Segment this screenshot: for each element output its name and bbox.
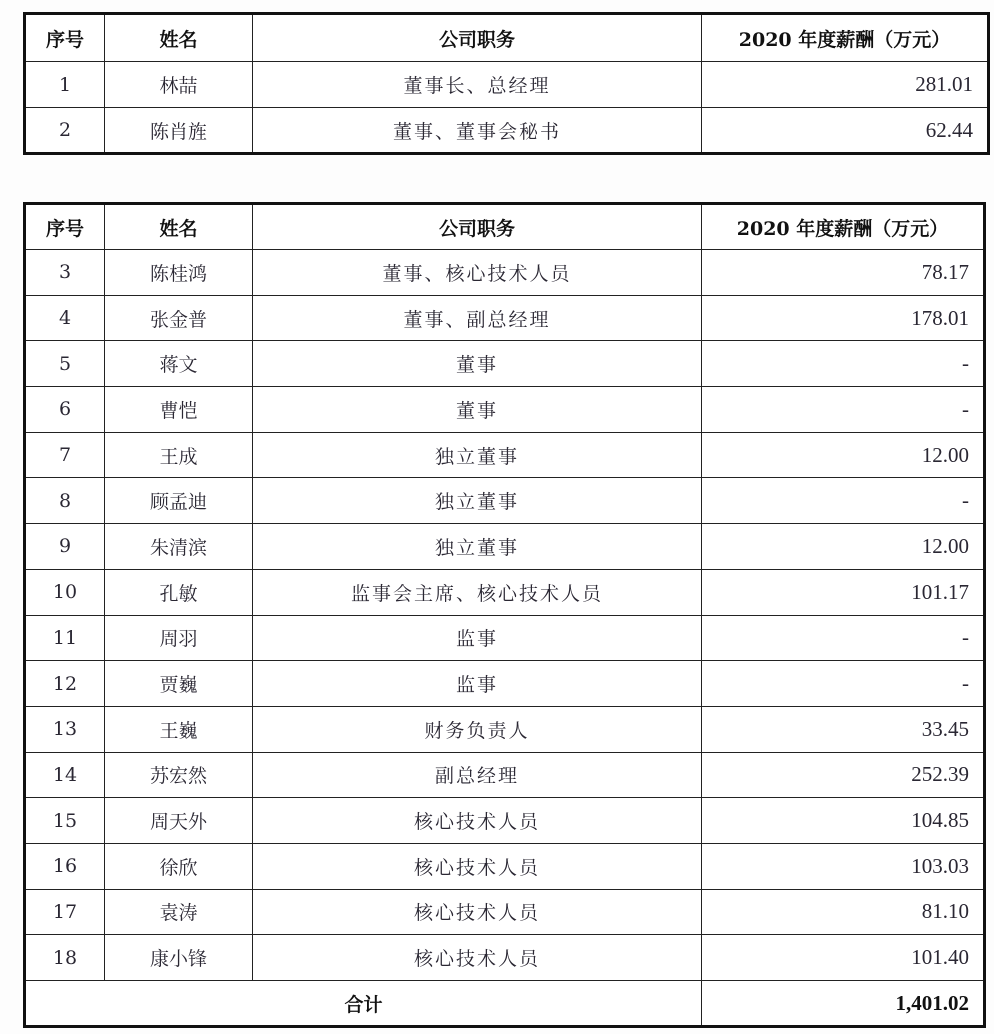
cell-name: 王巍 [105, 706, 253, 752]
cell-no: 3 [25, 250, 105, 296]
cell-no: 16 [25, 843, 105, 889]
cell-name: 贾巍 [105, 661, 253, 707]
cell-salary: 178.01 [702, 295, 985, 341]
cell-salary: 101.17 [702, 569, 985, 615]
cell-salary: - [702, 341, 985, 387]
cell-name: 朱清滨 [105, 524, 253, 570]
cell-no: 2 [25, 108, 105, 154]
cell-name: 周天外 [105, 798, 253, 844]
cell-name: 曹恺 [105, 387, 253, 433]
cell-salary: - [702, 661, 985, 707]
cell-salary: 104.85 [702, 798, 985, 844]
total-row [25, 981, 985, 1027]
table-row [25, 752, 985, 798]
header-position: 公司职务 [253, 204, 702, 250]
cell-no: 17 [25, 889, 105, 935]
table-row [25, 387, 985, 433]
table-row [25, 295, 985, 341]
table-row [25, 478, 985, 524]
cell-position: 董事、董事会秘书 [253, 108, 702, 154]
cell-salary: 101.40 [702, 935, 985, 981]
cell-position: 核心技术人员 [253, 935, 702, 981]
cell-no: 18 [25, 935, 105, 981]
table-row [25, 569, 985, 615]
table-row [25, 250, 985, 296]
cell-salary: 103.03 [702, 843, 985, 889]
table-row [25, 661, 985, 707]
cell-no: 12 [25, 661, 105, 707]
cell-name: 顾孟迪 [105, 478, 253, 524]
cell-name: 蒋文 [105, 341, 253, 387]
cell-no: 9 [25, 524, 105, 570]
cell-position: 董事、副总经理 [253, 295, 702, 341]
cell-no: 13 [25, 706, 105, 752]
cell-name: 张金普 [105, 295, 253, 341]
table-row [25, 341, 985, 387]
cell-no: 6 [25, 387, 105, 433]
cell-salary: 81.10 [702, 889, 985, 935]
table-row [25, 108, 989, 154]
header-name: 姓名 [105, 14, 253, 62]
cell-name: 林喆 [105, 62, 253, 108]
table-row [25, 432, 985, 478]
header-salary: 2020 年度薪酬（万元） [702, 204, 985, 250]
cell-salary: - [702, 615, 985, 661]
table-row [25, 889, 985, 935]
cell-position: 核心技术人员 [253, 798, 702, 844]
cell-position: 财务负责人 [253, 706, 702, 752]
cell-salary: 252.39 [702, 752, 985, 798]
table-header-row [25, 204, 985, 250]
table-header-row [25, 14, 989, 62]
table-row [25, 843, 985, 889]
cell-position: 核心技术人员 [253, 843, 702, 889]
cell-position: 副总经理 [253, 752, 702, 798]
cell-position: 独立董事 [253, 432, 702, 478]
cell-position: 独立董事 [253, 478, 702, 524]
cell-name: 陈肖旌 [105, 108, 253, 154]
cell-no: 14 [25, 752, 105, 798]
cell-position: 独立董事 [253, 524, 702, 570]
cell-position: 监事 [253, 661, 702, 707]
table-row [25, 706, 985, 752]
cell-name: 苏宏然 [105, 752, 253, 798]
cell-name: 康小锋 [105, 935, 253, 981]
compensation-table-2 [23, 202, 986, 1028]
cell-no: 11 [25, 615, 105, 661]
header-no: 序号 [25, 204, 105, 250]
table-row [25, 798, 985, 844]
cell-salary: 33.45 [702, 706, 985, 752]
cell-salary: - [702, 478, 985, 524]
cell-position: 核心技术人员 [253, 889, 702, 935]
total-salary: 1,401.02 [702, 981, 985, 1027]
cell-no: 7 [25, 432, 105, 478]
cell-name: 孔敏 [105, 569, 253, 615]
cell-name: 袁涛 [105, 889, 253, 935]
cell-name: 徐欣 [105, 843, 253, 889]
table-row [25, 935, 985, 981]
header-name: 姓名 [105, 204, 253, 250]
cell-no: 1 [25, 62, 105, 108]
cell-salary: 78.17 [702, 250, 985, 296]
cell-position: 董事长、总经理 [253, 62, 702, 108]
cell-salary: 12.00 [702, 432, 985, 478]
cell-salary: - [702, 387, 985, 433]
header-salary: 2020 年度薪酬（万元） [702, 14, 989, 62]
cell-salary: 12.00 [702, 524, 985, 570]
header-no: 序号 [25, 14, 105, 62]
header-position: 公司职务 [253, 14, 702, 62]
cell-position: 董事、核心技术人员 [253, 250, 702, 296]
table-row [25, 615, 985, 661]
total-label: 合计 [25, 981, 702, 1027]
compensation-table-1 [23, 12, 990, 155]
cell-name: 王成 [105, 432, 253, 478]
cell-no: 5 [25, 341, 105, 387]
cell-position: 董事 [253, 387, 702, 433]
cell-position: 监事会主席、核心技术人员 [253, 569, 702, 615]
cell-no: 8 [25, 478, 105, 524]
cell-position: 董事 [253, 341, 702, 387]
cell-position: 监事 [253, 615, 702, 661]
table-row [25, 62, 989, 108]
cell-salary: 281.01 [702, 62, 989, 108]
cell-no: 4 [25, 295, 105, 341]
cell-name: 周羽 [105, 615, 253, 661]
cell-name: 陈桂鸿 [105, 250, 253, 296]
table-row [25, 524, 985, 570]
cell-no: 15 [25, 798, 105, 844]
cell-no: 10 [25, 569, 105, 615]
cell-salary: 62.44 [702, 108, 989, 154]
